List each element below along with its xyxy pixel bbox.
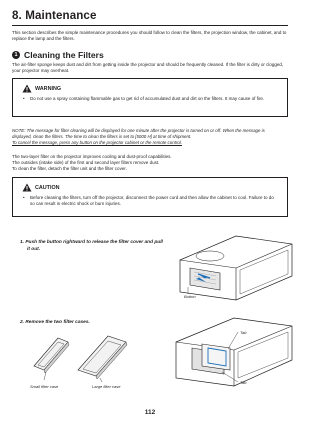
section-heading	[12, 50, 104, 60]
caution-box	[12, 177, 288, 217]
page-number: 112	[144, 409, 156, 416]
tab-caption-bottom: Tab	[240, 380, 247, 385]
note-block	[12, 128, 290, 145]
warning-box	[12, 78, 288, 117]
warning-header	[22, 84, 287, 93]
bullet-icon: •	[23, 96, 25, 101]
warning-title: WARNING	[35, 85, 62, 92]
tab-caption-top: Tab	[240, 330, 247, 335]
filter-info-line: The two-layer filter on the projector improves cooling and dust-proof capabilities.	[12, 154, 172, 159]
button-caption: Button	[184, 294, 196, 299]
step-1-line: it out.	[27, 246, 41, 252]
caution-item	[23, 195, 279, 207]
filter-info-line: To clean the filter, detach the filter unit and the filter cover.	[12, 166, 127, 171]
caution-text: Before cleaning the filters, turn off the projector, disconnect the power cord and then allow the cabinet to cool. Failure to do so can result in electric shock or burn injuries.	[30, 195, 274, 206]
page-heading: 8. Maintenance	[12, 9, 97, 22]
filter-cases-illustration	[28, 328, 140, 386]
note-line: To cancel the message, press any button on the projector cabinet or the remote control.	[12, 139, 182, 145]
filter-info	[12, 154, 290, 172]
warning-text: Do not use a spray containing flammable gas to get rid of accumulated dust and dirt on the filters. It may cause of fire.	[30, 96, 265, 101]
step-2: 2. Remove the two filter cases.	[20, 320, 90, 325]
large-filter-case-caption: Large filter case	[92, 384, 121, 389]
warning-icon	[22, 84, 32, 93]
warning-item	[23, 96, 279, 102]
caution-icon	[22, 183, 32, 192]
section-body: The air-filter sponge keeps dust and dirt from getting inside the projector and should be frequently cleaned. If the filter is dirty or clogged, your projector may overheat.	[12, 62, 284, 73]
step-1-line: 1. Push the button rightward to release the filter cover and pull	[20, 240, 163, 245]
section-number-badge: 1	[12, 51, 20, 59]
filter-info-line: The outsides (intake side) of the first and second layer filters remove dust.	[12, 160, 160, 165]
note-line: NOTE: The message for filter cleaning will be displayed for one minute after the projector is turned on or off. When the message is	[12, 128, 265, 133]
intro-paragraph: This section describes the simple maintenance procedures you should follow to clean the filters, the projection window, the cabinet, and to replace the lamp and the filters.	[12, 30, 287, 41]
heading-rule	[12, 25, 288, 26]
note-line: displayed, clean the filters. The time to clean the filters is set to [5000 H] at time of shipment.	[12, 133, 192, 139]
caution-title: CAUTION	[35, 184, 60, 191]
projector-filter-cover-illustration	[176, 230, 294, 302]
step-1	[20, 240, 190, 253]
small-filter-case-caption: Small filter case	[30, 384, 59, 389]
bullet-icon: •	[23, 195, 25, 200]
caution-header	[22, 183, 287, 192]
projector-tabs-illustration	[172, 310, 294, 390]
section-title: Cleaning the Filters	[24, 50, 104, 60]
